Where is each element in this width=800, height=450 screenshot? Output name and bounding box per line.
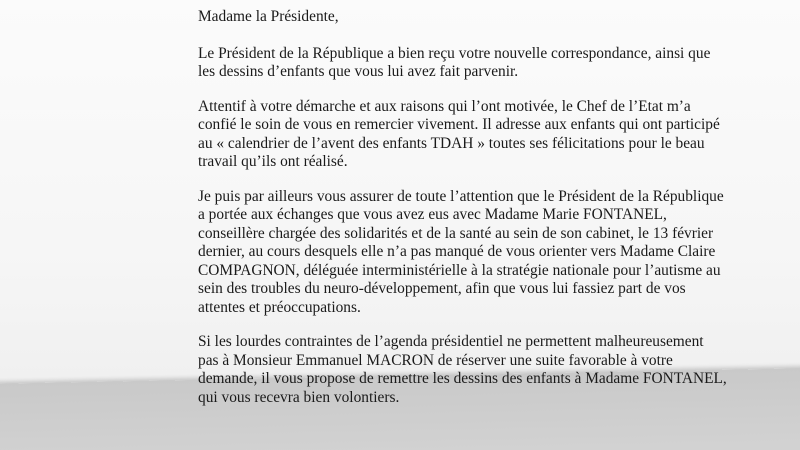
paragraph-3-line-2: a portée aux échanges que vous avez eus avec Madame Marie FONTANEL, (198, 206, 667, 223)
paragraph-4-line-3: demande, il vous propose de remettre les dessins des enfants à Madame FONTANEL, (198, 370, 727, 387)
paragraph-2 (198, 98, 798, 172)
paragraph-1-line-2: les dessins d’enfants que vous lui avez fait parvenir. (198, 63, 519, 80)
paragraph-3-line-1: Je puis par ailleurs vous assurer de toute l’attention que le Président de la République (198, 187, 724, 205)
paragraph-4-line-4: qui vous recevra bien volontiers. (198, 388, 400, 406)
paragraph-2-line-3: au « calendrier de l’avent des enfants TDAH » toutes ses félicitations pour le beau (198, 134, 705, 152)
paragraph-4-line-1: Si les lourdes contraintes de l’agenda présidentiel ne permettent malheureusement (198, 333, 704, 350)
letter-body (198, 8, 798, 423)
paragraph-3-line-6: sein des troubles du neuro-développement, afin que vous lui fassiez part de vos (198, 280, 686, 297)
paragraph-4-line-2: pas à Monsieur Emmanuel MACRON de réserver une suite favorable à votre (198, 351, 673, 369)
letter-salutation: Madame la Présidente, (198, 8, 339, 25)
paragraph-3-line-7: attentes et préoccupations. (198, 298, 361, 316)
paragraph-2-line-1: Attentif à votre démarche et aux raisons qui l’ont motivée, le Chef de l’Etat m’a (198, 97, 691, 115)
paragraph-3-line-3: conseillère chargée des solidarités et de la santé au sein de son cabinet, le 13 février (198, 224, 714, 242)
paragraph-2-line-2: confié le soin de vous en remercier vivement. Il adresse aux enfants qui ont participé (198, 116, 720, 133)
paragraph-3-line-5: COMPAGNON, déléguée interministérielle à la stratégie nationale pour l’autisme au (198, 261, 721, 279)
paragraph-3 (198, 188, 798, 318)
paragraph-2-line-4: travail qu’ils ont réalisé. (198, 153, 348, 170)
paragraph-4 (198, 333, 798, 407)
paragraph-3-line-4: dernier, au cours desquels elle n’a pas manqué de vous orienter vers Madame Claire (198, 243, 716, 260)
paragraph-1 (198, 45, 798, 82)
paragraph-1-line-1: Le Président de la République a bien reçu votre nouvelle correspondance, ainsi que (198, 44, 711, 62)
